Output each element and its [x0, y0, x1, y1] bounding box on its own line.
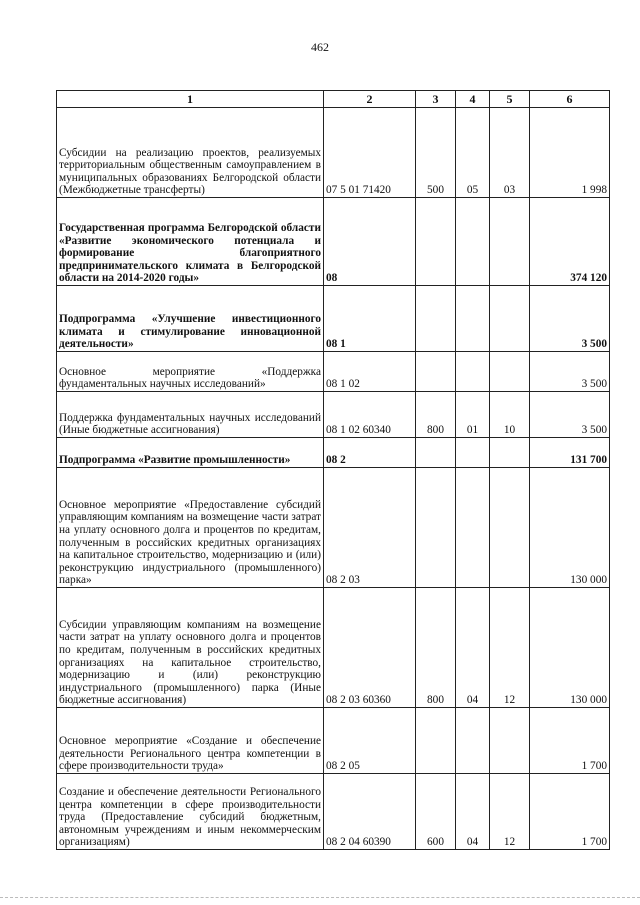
row-pr: [490, 352, 530, 392]
row-rz: 01: [456, 392, 490, 438]
row-amount: 1 700: [530, 774, 610, 850]
row-code: 08 2 04 60390: [324, 774, 416, 850]
row-vr: [416, 352, 456, 392]
row-pr: [490, 198, 530, 286]
row-amount: 3 500: [530, 286, 610, 352]
row-amount: 130 000: [530, 588, 610, 708]
row-name: Субсидии управляющим компаниям на возмещение части затрат на уплату основного долга и процентов по кредитам, полученным в российских кредитных организациях на капитальное строительство, модернизацию и (или) реконструкцию индустриального (промышленного) парка (Иные бюджетные ассигнования): [57, 588, 324, 708]
row-amount: 3 500: [530, 352, 610, 392]
row-code: 08 1: [324, 286, 416, 352]
row-rz: [456, 468, 490, 588]
row-amount: 1 998: [530, 108, 610, 198]
row-vr: [416, 198, 456, 286]
row-vr: 800: [416, 588, 456, 708]
row-code: 08 2: [324, 438, 416, 468]
row-amount: 3 500: [530, 392, 610, 438]
row-pr: 12: [490, 774, 530, 850]
row-vr: 600: [416, 774, 456, 850]
row-name: Субсидии на реализацию проектов, реализуемых территориальным общественным самоуправлением в муниципальных образованиях Белгородской области (Межбюджетные трансферты): [57, 108, 324, 198]
row-rz: [456, 708, 490, 774]
column-header: 3: [416, 91, 456, 108]
page-number: 462: [311, 40, 329, 54]
table-row: [57, 468, 610, 588]
scan-edge-divider: [0, 897, 640, 898]
row-vr: [416, 468, 456, 588]
row-vr: [416, 286, 456, 352]
row-name: Поддержка фундаментальных научных исследований (Иные бюджетные ассигнования): [57, 392, 324, 438]
row-rz: 04: [456, 774, 490, 850]
row-pr: 12: [490, 588, 530, 708]
row-rz: [456, 352, 490, 392]
row-pr: [490, 468, 530, 588]
row-name: Создание и обеспечение деятельности Регионального центра компетенции в сфере производительности труда (Предоставление субсидий бюджетным, автономным учреждениям и иным некоммерческим организациям): [57, 774, 324, 850]
row-rz: [456, 198, 490, 286]
row-rz: [456, 438, 490, 468]
row-pr: [490, 708, 530, 774]
row-pr: 03: [490, 108, 530, 198]
column-header: 1: [57, 91, 324, 108]
column-header: 5: [490, 91, 530, 108]
table-row: [57, 392, 610, 438]
table-row: [57, 198, 610, 286]
row-pr: 10: [490, 392, 530, 438]
budget-table: [56, 90, 610, 850]
row-vr: [416, 438, 456, 468]
row-name: Основное мероприятие «Поддержка фундаментальных научных исследований»: [57, 352, 324, 392]
row-code: 08 2 05: [324, 708, 416, 774]
row-amount: 131 700: [530, 438, 610, 468]
row-code: 08 1 02 60340: [324, 392, 416, 438]
table-row: [57, 708, 610, 774]
row-name: Основное мероприятие «Создание и обеспечение деятельности Регионального центра компетенции в сфере производительности труда»: [57, 708, 324, 774]
row-code: 08 2 03: [324, 468, 416, 588]
table-row: [57, 774, 610, 850]
row-amount: 1 700: [530, 708, 610, 774]
row-name: Подпрограмма «Улучшение инвестиционного климата и стимулирование инновационной деятельности»: [57, 286, 324, 352]
row-code: 08 2 03 60360: [324, 588, 416, 708]
table-header-row: [57, 91, 610, 108]
row-vr: 500: [416, 108, 456, 198]
row-rz: [456, 286, 490, 352]
table-row: [57, 352, 610, 392]
row-vr: [416, 708, 456, 774]
row-amount: 374 120: [530, 198, 610, 286]
row-name: Государственная программа Белгородской области «Развитие экономического потенциала и формирование благоприятного предпринимательского климата в Белгородской области на 2014-2020 годы»: [57, 198, 324, 286]
row-rz: 04: [456, 588, 490, 708]
row-name: Подпрограмма «Развитие промышленности»: [57, 438, 324, 468]
table-row: [57, 588, 610, 708]
row-amount: 130 000: [530, 468, 610, 588]
row-code: 07 5 01 71420: [324, 108, 416, 198]
row-code: 08 1 02: [324, 352, 416, 392]
column-header: 4: [456, 91, 490, 108]
row-pr: [490, 438, 530, 468]
row-name: Основное мероприятие «Предоставление субсидий управляющим компаниям на возмещение части затрат на уплату основного долга и процентов по кредитам, полученным в российских кредитных организациях на капитальное строительство, модернизацию и (или) реконструкцию индустриального (промышленного) парка»: [57, 468, 324, 588]
row-rz: 05: [456, 108, 490, 198]
column-header: 6: [530, 91, 610, 108]
table-row: [57, 286, 610, 352]
row-code: 08: [324, 198, 416, 286]
row-pr: [490, 286, 530, 352]
column-header: 2: [324, 91, 416, 108]
table-row: [57, 438, 610, 468]
row-vr: 800: [416, 392, 456, 438]
table-row: [57, 108, 610, 198]
